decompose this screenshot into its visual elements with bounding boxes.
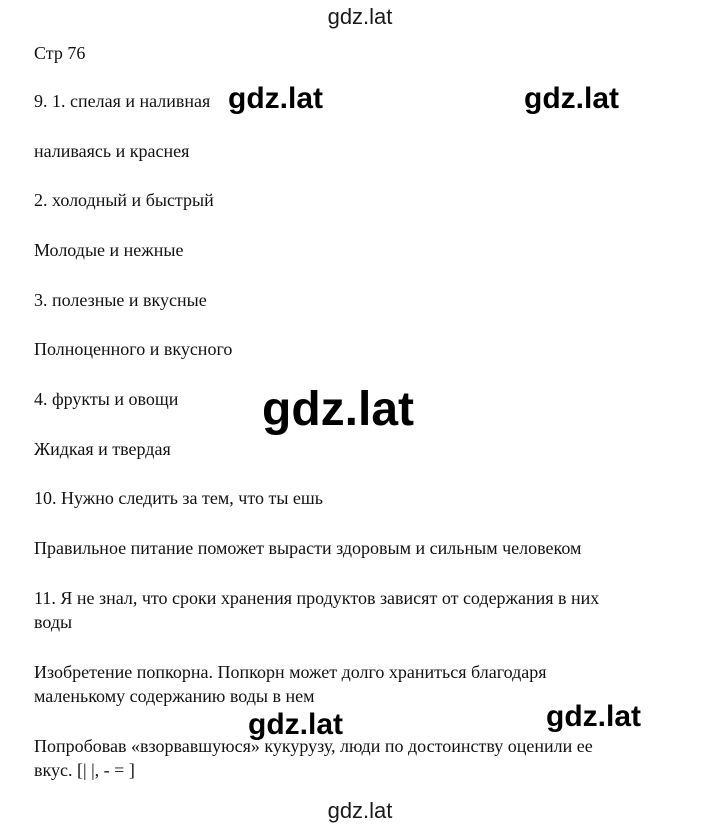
watermark-overlay: gdz.lat [546, 700, 641, 733]
text-line: 4. фрукты и овощи [34, 389, 179, 409]
text-line: наливаясь и краснея [34, 141, 190, 161]
text-line: 2. холодный и быстрый [34, 190, 214, 210]
text-line: вкус. [| |, - = ] [34, 760, 135, 780]
watermark-overlay: gdz.lat [262, 383, 414, 436]
text-line: 3. полезные и вкусные [34, 290, 207, 310]
header-watermark: gdz.lat [327, 4, 393, 29]
text-line: Молодые и нежные [34, 240, 184, 260]
text-line: воды [34, 612, 73, 632]
page-label: Стр 76 [34, 43, 86, 63]
text-line: 11. Я не знал, что сроки хранения продуктов зависят от содержания в них [34, 588, 600, 608]
text-line: Изобретение попкорна. Попкорн может долго храниться благодаря [34, 662, 547, 682]
text-line: 10. Нужно следить за тем, что ты ешь [34, 488, 323, 508]
text-line: Попробовав «взорвавшуюся» кукурузу, люди по достоинству оценили ее [34, 736, 593, 756]
text-line: Правильное питание поможет вырасти здоровым и сильным человеком [34, 538, 582, 558]
text-line: Жидкая и твердая [34, 439, 171, 459]
watermark-overlay: gdz.lat [524, 82, 619, 115]
text-line: 9. 1. спелая и наливная [34, 91, 211, 111]
text-line: Полноценного и вкусного [34, 339, 233, 359]
watermark-overlay: gdz.lat [248, 708, 343, 741]
watermark-overlay: gdz.lat [228, 82, 323, 115]
footer-watermark: gdz.lat [327, 798, 393, 823]
text-line: маленькому содержанию воды в нем [34, 686, 315, 706]
